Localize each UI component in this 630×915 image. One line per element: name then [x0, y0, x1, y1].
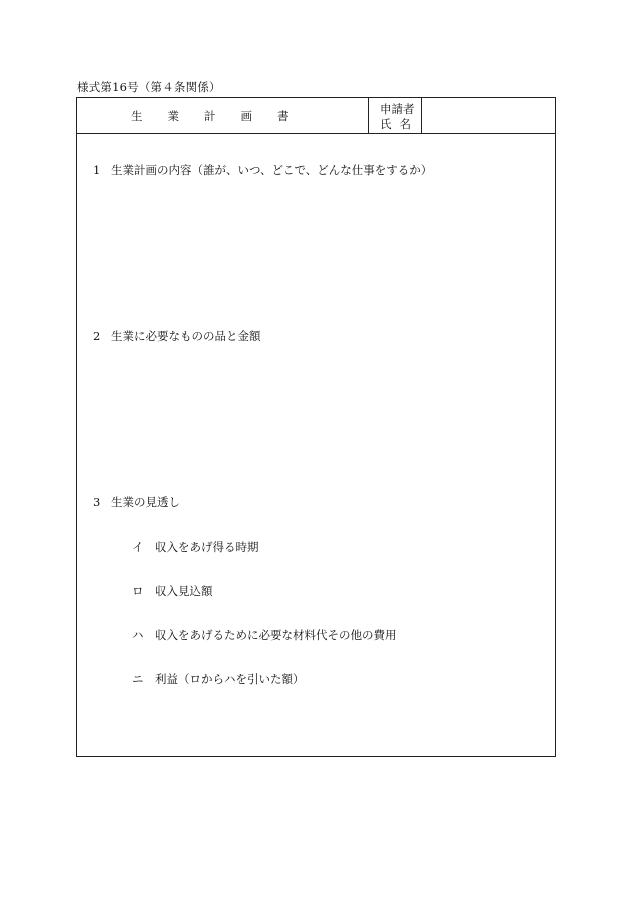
section-2-number: 2	[93, 329, 101, 343]
applicant-label-line2: 氏名	[380, 117, 419, 131]
applicant-label-line1: 申請者	[380, 102, 415, 116]
sub-item-ro-text: 収入見込額	[155, 584, 213, 598]
sub-item-ni-mark: ニ	[132, 672, 144, 686]
section-3-number: 3	[93, 495, 101, 509]
section-3-heading	[93, 494, 180, 510]
sub-item-i	[132, 539, 259, 555]
section-1-text: 生業計画の内容（誰が、いつ、どこで、どんな仕事をするか）	[111, 163, 433, 177]
applicant-name-field[interactable]	[422, 98, 555, 133]
section-1-heading	[93, 162, 432, 178]
applicant-cell	[368, 98, 555, 133]
sub-item-ni-text: 利益（ロからハを引いた額）	[155, 672, 305, 686]
section-2-heading	[93, 328, 261, 344]
sub-item-i-text: 収入をあげ得る時期	[155, 540, 259, 554]
form-number: 様式第16号（第４条関係）	[77, 80, 221, 94]
document-title: 生業計画書	[131, 109, 314, 123]
form-frame	[76, 97, 556, 757]
section-3-text: 生業の見透し	[111, 495, 180, 509]
sub-item-ro-mark: ロ	[132, 584, 144, 598]
sub-item-ro	[132, 583, 213, 599]
sub-item-i-mark: イ	[132, 540, 144, 554]
header-row	[77, 98, 555, 134]
section-2-text: 生業に必要なものの品と金額	[111, 329, 261, 343]
section-1-number: 1	[93, 163, 101, 177]
sub-item-ha-mark: ハ	[132, 628, 144, 642]
applicant-label	[369, 98, 422, 133]
sub-item-ha-text: 収入をあげるために必要な材料代その他の費用	[155, 628, 397, 642]
sub-item-ni	[132, 671, 305, 687]
sub-item-ha	[132, 627, 397, 643]
